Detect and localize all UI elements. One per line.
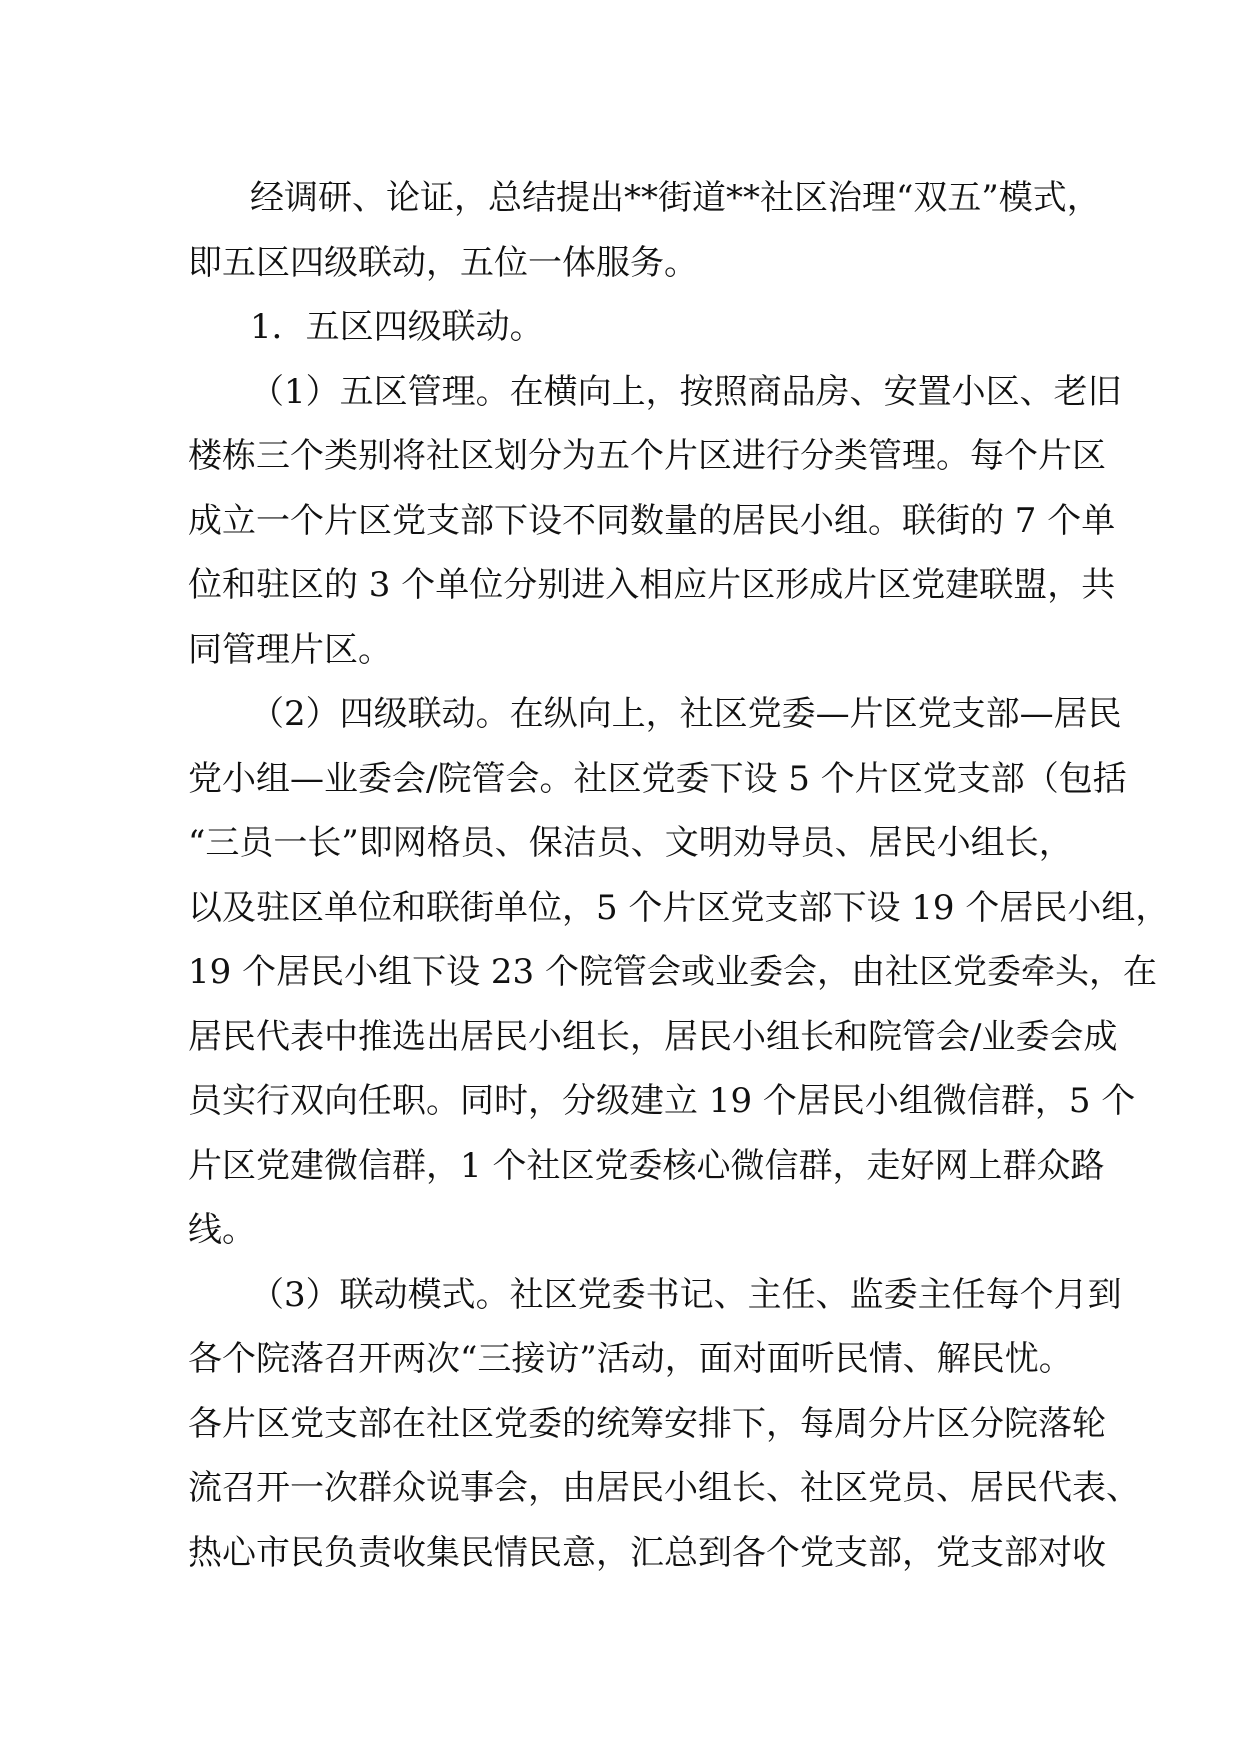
- text-line: 线。: [188, 1210, 256, 1250]
- text-line: 以及驻区单位和联街单位，5 个片区党支部下设 19 个居民小组，: [188, 887, 1170, 928]
- text-line: 片区党建微信群，1 个社区党委核心微信群，走好网上群众路: [188, 1145, 1105, 1186]
- text-line: 各片区党支部在社区党委的统筹安排下，每周分片区分院落轮: [188, 1403, 1106, 1444]
- text-line: （1）五区管理。在横向上，按照商品房、安置小区、老旧: [250, 371, 1122, 412]
- text-line: 员实行双向任职。同时，分级建立 19 个居民小组微信群，5 个: [188, 1081, 1136, 1121]
- text-line: “三员一长”即网格员、保洁员、文明劝导员、居民小组长，: [188, 823, 1073, 863]
- text-line: 楼栋三个类别将社区划分为五个片区进行分类管理。每个片区: [188, 436, 1106, 476]
- text-line: 流召开一次群众说事会，由居民小组长、社区党员、居民代表、: [188, 1468, 1140, 1508]
- body-text: [188, 166, 1170, 1585]
- text-line: 19 个居民小组下设 23 个院管会或业委会，由社区党委牵头，在: [188, 952, 1157, 992]
- text-line: 经调研、论证，总结提出**街道**社区治理“双五”模式，: [250, 178, 1101, 218]
- text-line: （2）四级联动。在纵向上，社区党委—片区党支部—居民: [250, 694, 1122, 734]
- text-line: 各个院落召开两次“三接访”活动，面对面听民情、解民忧。: [188, 1339, 1073, 1379]
- text-line: 党小组—业委会/院管会。社区党委下设 5 个片区党支部（包括: [188, 758, 1127, 799]
- text-line: 1．五区四级联动。: [250, 307, 544, 347]
- text-line: 位和驻区的 3 个单位分别进入相应片区形成片区党建联盟，共: [188, 565, 1116, 605]
- text-line: 居民代表中推选出居民小组长，居民小组长和院管会/业委会成: [188, 1016, 1118, 1057]
- text-line: 成立一个片区党支部下设不同数量的居民小组。联街的 7 个单: [188, 500, 1116, 541]
- text-line: 即五区四级联动，五位一体服务。: [188, 242, 698, 283]
- text-line: 同管理片区。: [188, 629, 392, 670]
- text-line: 热心市民负责收集民情民意，汇总到各个党支部，党支部对收: [188, 1532, 1106, 1573]
- text-line: （3）联动模式。社区党委书记、主任、监委主任每个月到: [250, 1274, 1122, 1315]
